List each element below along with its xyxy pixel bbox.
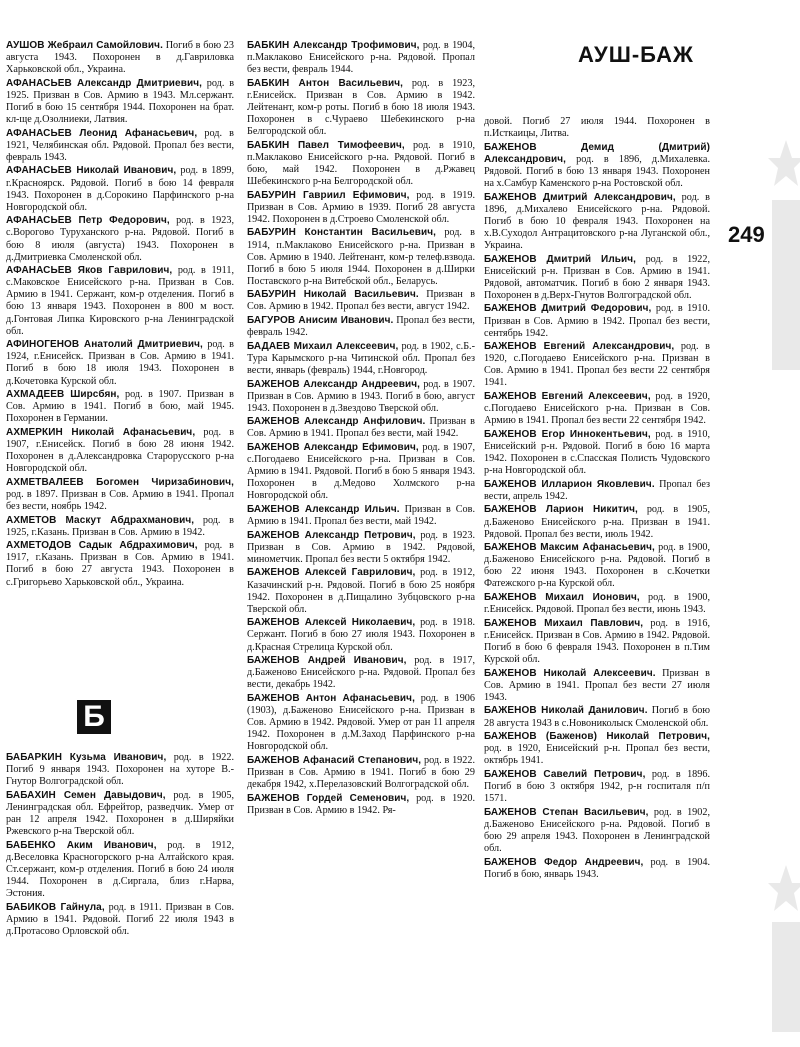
entry-text: род. в 1896, д.Михалево Енисейского р-на. Рядовой. Погиб в бою 10 февраля 1943. Похоронен на х.В.Суходол Антрацитовского р-на Луганской обл., Украина. <box>484 191 710 251</box>
entry <box>247 315 475 339</box>
entry-name: БАДАЕВ Михаил Алексеевич, <box>247 340 399 352</box>
entry-name: БАБУРИН Николай Васильевич. <box>247 289 419 301</box>
entry-name: БАЖЕНОВ Дмитрий Федорович, <box>484 303 652 315</box>
entry <box>247 442 475 502</box>
entry <box>484 807 710 855</box>
entry-name: АУШОВ Жебраил Самойлович. <box>6 40 163 51</box>
entry-text: род. в 1922. Погиб 9 января 1943. Похоронен на хуторе В.-Гнутор Волгоградской обл. <box>6 752 234 788</box>
entry-text: Пропал без вести, февраль 1942. <box>247 315 475 339</box>
entry-text: род. в 1924, г.Енисейск. Призван в Сов. Армию в 1941. Погиб в бою 18 июля 1943. Похоронен в д.Кочетовка Курской обл. <box>6 339 234 387</box>
entry <box>484 391 710 427</box>
entry-text: род. в 1923. Призван в Сов. Армию в 1942. Рядовой, минометчик. Пропал без вести 5 октября 1942. <box>247 529 475 565</box>
entry-text: род. в 1907, с.Погодаево Енисейского р-на. Призван в Сов. Армию в 1941. Рядовой. Погиб в бою 5 января 1943. Похоронен в д.Медово Холмского р-на Новгородской обл. <box>247 442 475 502</box>
entry-name: АХМЕТОВ Маскут Абдрахманович, <box>6 514 195 526</box>
entry-name: АХМАДЕЕВ Ширсбян, <box>6 389 120 401</box>
entry <box>6 515 234 539</box>
entry <box>247 416 475 440</box>
entry <box>247 530 475 566</box>
entry-text: род. в 1907. Призван в Сов. Армию в 1943. Погиб в бою, август 1943. Похоронен в д.Звездово Тверской обл. <box>247 378 476 414</box>
entry <box>484 705 710 729</box>
entry-text: род. в 1906 (1903), д.Баженово Енисейского р-на. Призван в Сов. Армию в 1942. Рядовой. Умер от ран 11 апреля 1942. Похоронен в д.М.Заход Парфинского р-на Новгородской обл. <box>247 692 475 753</box>
entry-name: АХМЕТВАЛЕЕВ Богомен Чиризабинович, <box>6 476 234 488</box>
entry-text: род. в 1911, с.Маковское Енисейского р-на. Призван в Сов. Армию в 1941. Сержант, ком-р отделения. Погиб в бою 13 января 1943. Похоронен в 800 м вост. д.Гонтовая Липка Кировского р-на Ленинградской обл. <box>6 265 234 337</box>
entry-text: Призван в Сов. Армию в 1941. Пропал без вести, май 1942. <box>247 416 475 440</box>
entry-name: АФАНАСЬЕВ Яков Гаврилович, <box>6 265 173 277</box>
entry-text: род. в 1912, д.Веселовка Красногорского р-на Алтайского края. Ст.сержант, ком-р отделения. Погиб в бою 24 июля 1944. Похоронен в д.Сиргала, близ г.Нарва, Эстония. <box>6 839 235 900</box>
entry-name: БАБКИН Александр Трофимович, <box>247 40 420 51</box>
entry-name: БАЖЕНОВ Гордей Семенович, <box>247 792 410 804</box>
entry-text: род. в 1922. Призван в Сов. Армию в 1941. Погиб в бою 29 декабря 1942, х.Перелазовский Волгоградской обл. <box>247 754 475 791</box>
entry-text: род. в 1922, Енисейский р-н. Призван в Сов. Армию в 1941. Рядовой, автоматчик. Погиб в бою 2 января 1943. Похоронен в д.Верх-Гнутов Волгоградской обл. <box>484 253 710 301</box>
entry-text: род. в 1920, Енисейский р-н. Пропал без вести, октябрь 1941. <box>484 743 710 767</box>
entry-text: род. в 1925, г.Казань. Призван в Сов. Армию в 1942. <box>6 514 234 538</box>
entry <box>247 379 475 415</box>
entry-text: род. в 1905, Ленинградская обл. Ефрейтор, разведчик. Умер от ран 12 апреля 1942. Похоронен в д.Ширяйки Ржевского р-на Тверской обл. <box>6 789 234 838</box>
entry-name: БАЖЕНОВ Дмитрий Александрович, <box>484 191 676 203</box>
entry-name: АХМЕРКИН Николай Афанасьевич, <box>6 426 196 438</box>
entry-name: БАЖЕНОВ Александр Андреевич, <box>247 378 420 390</box>
entry <box>6 540 234 588</box>
page-number: 249 <box>728 222 765 247</box>
section-letter: Б <box>77 700 111 734</box>
entry-name: БАЖЕНОВ Алексей Николаевич, <box>247 617 416 629</box>
entry-text: род. в 1912, Казачинский р-н. Рядовой. Погиб в бою 25 ноября 1942. Похоронен в д.Пищалино Зубцовского р-на Тверской обл. <box>247 567 476 615</box>
entry-text: род. в 1910, п.Маклаково Енисейского р-на. Рядовой. Погиб в бою, май 1942. Похоронен в д.Ржавец Шебекинского р-на Белгородской обл. <box>247 139 476 188</box>
entry <box>484 769 710 805</box>
entry <box>247 617 475 653</box>
entry-name: БАЖЕНОВ Александр Ефимович, <box>247 442 419 453</box>
entry-name: БАЖЕНОВ Афанасий Степанович, <box>247 754 422 766</box>
entry-name: АФАНАСЬЕВ Петр Федорович, <box>6 215 170 227</box>
entry <box>484 479 710 503</box>
entry-name: БАЖЕНОВ Михаил Павлович, <box>484 617 644 629</box>
entry-text: род. в 1920. Призван в Сов. Армию в 1942. Ря- <box>247 792 475 816</box>
entry <box>247 78 475 138</box>
entry <box>6 215 234 263</box>
entry-text: род. в 1907. Призван в Сов. Армию в 1941. Погиб в бою, май 1945. Похоронен в Германии. <box>6 389 234 425</box>
entry <box>247 567 475 615</box>
entry-text: род. в 1896. Погиб в бою 3 октября 1942, р-н госпиталя п/п 1571. <box>484 768 710 805</box>
watermark-star-icon-bottom <box>766 860 800 1040</box>
entry-name: АФАНАСЬЕВ Николай Иванович, <box>6 165 177 177</box>
entry-text: довой. Погиб 27 июля 1944. Похоронен в п.Исткаицы, Литва. <box>484 116 710 140</box>
entry-text: род. в 1920, с.Погодаево Енисейского р-на. Призван в Сов. Армию в 1941. Пропал без вести 22 сентября 1942. <box>484 391 710 427</box>
entry <box>6 389 234 425</box>
entry <box>6 78 234 126</box>
entry <box>247 40 475 76</box>
entry <box>6 752 234 788</box>
entry-name: БАЖЕНОВ Максим Афанасьевич, <box>484 542 655 554</box>
entry-name: БАГУРОВ Анисим Иванович. <box>247 315 394 327</box>
entry <box>6 265 234 338</box>
entry <box>247 793 475 817</box>
entry <box>247 190 475 226</box>
entry-name: АФИНОГЕНОВ Анатолий Дмитриевич, <box>6 339 203 351</box>
entry-text: род. в 1921, Челябинская обл. Рядовой. Пропал без вести, февраль 1943. <box>6 127 234 163</box>
entry-text: род. в 1916, г.Енисейск. Призван в Сов. Армию в 1942. Рядовой. Погиб в бою 6 февраля 1943. Похоронен в п.Тим Курской обл. <box>484 617 710 666</box>
entry-text: род. в 1910, Енисейский р-н. Рядовой. Погиб в бою 16 марта 1942. Похоронен в с.Спасская Полисть Чудовского р-на Новгородской обл. <box>484 428 710 477</box>
entry-text: род. в 1920, с.Погодаево Енисейского р-на. Призван в Сов. Армию в 1941. Пропал без вести 22 сентября 1941. <box>484 341 710 389</box>
entry-text: род. в 1896, д.Михалевка. Рядовой. Погиб в бою 13 января 1943. Похоронен на х.Самбур Каменского р-на Ростовской обл. <box>484 153 710 189</box>
entry-text: род. в 1904. Погиб в бою, январь 1943. <box>484 856 711 880</box>
entry-name: АХМЕТОДОВ Садык Абдрахимович, <box>6 540 198 552</box>
entry-name: БАБЕНКО Аким Иванович, <box>6 839 157 851</box>
entry-name: БАБАХИН Семен Давыдович, <box>6 789 166 801</box>
entry-text: род. в 1902, д.Баженово Енисейского р-на. Рядовой. Погиб в бою 29 апреля 1943. Похоронен в Ленинградской обл. <box>484 806 711 854</box>
entry-text: род. в 1899, г.Красноярск. Рядовой. Погиб в бою 14 февраля 1943. Похоронен в д.Сорокино Парфинского р-на Новгородской обл. <box>6 165 234 213</box>
entry-text: род. в 1923, г.Енисейск. Призван в Сов. Армию в 1942. Лейтенант, ком-р роты. Погиб в бою 18 июля 1943. Похоронен в с.Чураево Шебекинского р-на Белгородской обл. <box>247 77 476 138</box>
entry-name: БАЖЕНОВ Александр Ильич. <box>247 503 400 515</box>
column-2 <box>247 40 475 818</box>
entry-name: БАБКИН Антон Васильевич, <box>247 77 403 89</box>
entry-text: род. в 1897. Призван в Сов. Армию в 1941. Пропал без вести, ноябрь 1942. <box>6 488 234 512</box>
entry <box>484 192 710 252</box>
entry <box>6 427 234 475</box>
watermark-star-icon <box>766 130 800 380</box>
entry-text: род. в 1919. Призван в Сов. Армию в 1939. Погиб 28 августа 1942. Похоронен в д.Строево Смоленской обл. <box>247 189 475 225</box>
entry-text: род. в 1914, п.Маклаково Енисейского р-на. Призван в Сов. Армию в 1940. Лейтенант, ком-р телеф.взвода. Погиб в бою 5 июля 1944. Похоронен в д.Ширки Поставского р-на Витебской обл., Беларусь. <box>247 227 475 287</box>
entry <box>247 341 475 377</box>
entry <box>6 339 234 387</box>
entry-name: БАБИКОВ Гайнула, <box>6 901 105 913</box>
entry <box>484 303 710 339</box>
entry-text: род. в 1911. Призван в Сов. Армию в 1941. Рядовой. Погиб 22 июля 1943 в д.Протасово Орловской обл. <box>6 901 234 937</box>
entry-name: БАЖЕНОВ Дмитрий Ильич, <box>484 253 637 265</box>
entry <box>247 504 475 528</box>
entry <box>6 165 234 213</box>
entry <box>247 140 475 188</box>
entry-name: БАЖЕНОВ Степан Васильевич, <box>484 806 649 818</box>
entry-name: БАЖЕНОВ Илларион Яковлевич. <box>484 478 655 490</box>
entry-name: БАЖЕНОВ Антон Афанасьевич, <box>247 692 415 704</box>
entry <box>484 254 710 302</box>
entry-text: Призван в Сов. Армию в 1942. Пропал без вести, август 1942. <box>247 289 476 313</box>
entry-name: БАЖЕНОВ (Баженов) Николай Петрович, <box>484 731 710 743</box>
entry-text: род. в 1925. Призван в Сов. Армию в 1943. Мл.сержант. Погиб в бою 15 сентября 1944. Похоронен на брат. кл-ще д.Озолниеки, Латвия. <box>6 77 235 126</box>
entry <box>484 857 710 881</box>
entry-name: БАЖЕНОВ Александр Петрович, <box>247 529 416 541</box>
entry-text: род. в 1917, г.Казань. Призван в Сов. Армию в 1941. Погиб в бою 27 августа 1943. Похоронен в с.Григорьево Харьковской обл., Украина. <box>6 540 234 588</box>
entry-text: Погиб в бою 28 августа 1943 в с.Новониколыск Смоленской обл. <box>484 705 711 729</box>
entry-name: БАЖЕНОВ Демид (Дмитрий) Александрович, <box>484 141 710 165</box>
entry-text: род. в 1907, г.Енисейск. Погиб в бою 28 июня 1942. Похоронен в д.Александровка Старорусского р-на Новгородской обл. <box>6 426 235 475</box>
column-1 <box>6 40 234 590</box>
entry-name: БАЖЕНОВ Александр Анфилович. <box>247 416 426 428</box>
entry <box>484 668 710 704</box>
entry <box>6 477 234 513</box>
entry-text: род. в 1917, д.Баженово Енисейского р-на. Рядовой. Пропал без вести, декабрь 1942. <box>247 655 475 691</box>
entry-text: род. в 1900, д.Баженово Енисейского р-на. Рядовой. Погиб в бою 22 июня 1943. Похоронен в с.Кочетки Фатежского р-на Курской обл. <box>484 542 711 590</box>
entry-text: род. в 1902, с.Б.-Тура Карымского р-на Читинской обл. Пропал без вести, январь (февраль) 1944, г.Новгород. <box>247 340 476 376</box>
entry <box>6 128 234 164</box>
entry-text: род. в 1910. Призван в Сов. Армию в 1942. Пропал без вести, сентябрь 1942. <box>484 303 711 339</box>
entry-name: БАЖЕНОВ Федор Андреевич, <box>484 856 644 868</box>
entry <box>484 341 710 389</box>
entry-name: БАЖЕНОВ Николай Данилович. <box>484 705 648 717</box>
page-header-range: АУШ-БАЖ <box>578 42 694 67</box>
entry-name: БАЖЕНОВ Евгений Александрович, <box>484 341 675 353</box>
entry-name: БАЖЕНОВ Савелий Петрович, <box>484 768 646 780</box>
entry-name: БАЖЕНОВ Николай Алексеевич. <box>484 667 656 679</box>
entry <box>484 618 710 666</box>
entry <box>6 790 234 838</box>
entry <box>484 429 710 477</box>
entry-name: БАБУРИН Гавриил Ефимович, <box>247 189 410 201</box>
entry-name: БАБАРКИН Кузьма Иванович, <box>6 752 167 763</box>
column-3 <box>484 116 710 882</box>
entry-text: Призван в Сов. Армию в 1941. Пропал без вести, май 1942. <box>247 503 476 528</box>
entry-text: Погиб в бою 23 августа 1943. Похоронен в д.Гавриловка Харьковской обл., Украина. <box>6 40 234 76</box>
column-1-continued <box>6 752 234 939</box>
entry <box>247 655 475 691</box>
entry <box>247 693 475 753</box>
entry <box>6 840 234 900</box>
entry-text: род. в 1905, д.Баженово Енисейского р-на. Призван в 1941. Рядовой. Пропал без вести, июль 1942. <box>484 504 710 540</box>
entry-text: Призван в Сов. Армию в 1941. Пропал без вести 27 июля 1943. <box>484 667 710 703</box>
entry-name: БАЖЕНОВ Евгений Алексеевич, <box>484 391 651 403</box>
entry-name: БАБУРИН Константин Васильевич, <box>247 227 437 239</box>
entry <box>484 592 710 616</box>
entry-name: БАЖЕНОВ Алексей Гаврилович, <box>247 567 416 579</box>
entry <box>6 40 234 76</box>
entry <box>6 902 234 938</box>
entry-name: БАБКИН Павел Тимофеевич, <box>247 139 405 151</box>
entry <box>484 116 710 140</box>
entry-name: АФАНАСЬЕВ Леонид Афанасьевич, <box>6 127 198 139</box>
entry-name: БАЖЕНОВ Ларион Никитич, <box>484 504 638 516</box>
entry <box>484 504 710 540</box>
entry <box>484 731 710 767</box>
entry-name: АФАНАСЬЕВ Александр Дмитриевич, <box>6 77 202 89</box>
entry-name: БАЖЕНОВ Михаил Ионович, <box>484 592 640 604</box>
entry <box>247 289 475 313</box>
entry <box>247 227 475 287</box>
entry-name: БАЖЕНОВ Андрей Иванович, <box>247 655 407 667</box>
entry <box>247 755 475 791</box>
entry-text: род. в 1904, п.Маклаково Енисейского р-на. Рядовой. Пропал без вести, февраль 1944. <box>247 40 475 76</box>
entry-text: род. в 1923, с.Ворогово Туруханского р-на. Рядовой. Погиб в бою 8 июля (августа) 1943. Похоронен в д.Дмитриевка Смоленской обл. <box>6 215 234 263</box>
entry <box>484 142 710 190</box>
entry-text: род. в 1918. Сержант. Погиб в бою 27 июля 1943. Похоронен в д.Красная Стрелица Курской обл. <box>247 617 475 653</box>
entry-text: род. в 1900, г.Енисейск. Рядовой. Пропал без вести, июнь 1943. <box>484 592 710 616</box>
entry-text: Пропал без вести, апрель 1942. <box>484 478 710 502</box>
entry-name: БАЖЕНОВ Егор Иннокентьевич, <box>484 428 651 440</box>
entry <box>484 542 710 590</box>
